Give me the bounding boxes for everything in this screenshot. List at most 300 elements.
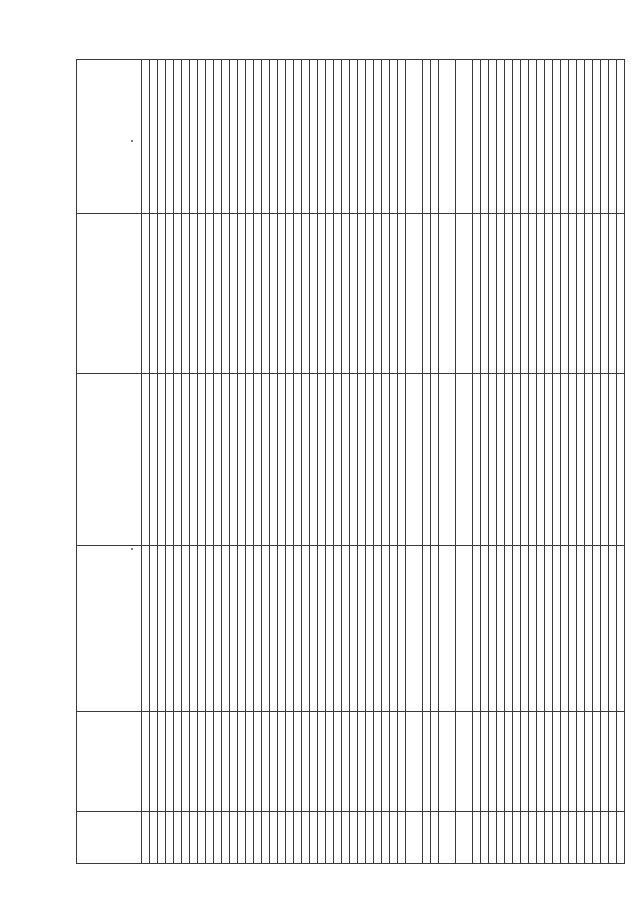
cell-federal-subject (473, 712, 481, 812)
table-row (505, 60, 513, 864)
table-row (190, 60, 198, 864)
cell-access-point-info (593, 60, 601, 214)
cell-settlement (617, 374, 625, 546)
cell-access-point-info (246, 60, 254, 214)
header-settlement (77, 374, 142, 546)
cell-number (537, 812, 545, 864)
cell-settlement (439, 374, 456, 546)
table-row (230, 60, 238, 864)
cell-settlement (521, 374, 529, 546)
cell-locality (190, 214, 198, 374)
cell-federal-subject (198, 712, 206, 812)
cell-number (142, 812, 150, 864)
cell-access-point-info (358, 60, 366, 214)
cell-locality (497, 214, 505, 374)
cell-municipal-district (513, 546, 521, 712)
table-row (214, 60, 222, 864)
cell-access-point-info (537, 60, 545, 214)
cell-locality (206, 214, 214, 374)
table-row (406, 60, 423, 864)
cell-number (374, 812, 382, 864)
table-row (294, 60, 302, 864)
table-row (270, 60, 278, 864)
table-row (198, 60, 206, 864)
cell-locality (553, 214, 561, 374)
cell-locality (585, 214, 593, 374)
cell-municipal-district (142, 546, 150, 712)
cell-municipal-district (382, 546, 390, 712)
cell-number (529, 812, 537, 864)
cell-settlement (334, 374, 342, 546)
cell-locality (431, 214, 439, 374)
cell-municipal-district (569, 546, 577, 712)
cell-settlement (390, 374, 398, 546)
cell-settlement (166, 374, 174, 546)
cell-federal-subject (406, 712, 423, 812)
cell-municipal-district (358, 546, 366, 712)
cell-locality (342, 214, 350, 374)
cell-federal-subject (254, 712, 262, 812)
table-row (158, 60, 166, 864)
table-row (142, 60, 150, 864)
cell-locality (569, 214, 577, 374)
cell-number (270, 812, 278, 864)
cell-federal-subject (382, 712, 390, 812)
cell-locality (182, 214, 190, 374)
cell-federal-subject (593, 712, 601, 812)
cell-number (553, 812, 561, 864)
cell-access-point-info (489, 60, 497, 214)
cell-number (505, 812, 513, 864)
cell-municipal-district (537, 546, 545, 712)
table-row (342, 60, 350, 864)
cell-locality (382, 214, 390, 374)
table-row (601, 60, 609, 864)
cell-number (198, 812, 206, 864)
cell-number (206, 812, 214, 864)
header-number (77, 812, 142, 864)
cell-locality (593, 214, 601, 374)
table-row (166, 60, 174, 864)
cell-locality (262, 214, 270, 374)
header-locality (77, 214, 142, 374)
cell-number (398, 812, 406, 864)
cell-access-point-info (481, 60, 489, 214)
cell-locality (150, 214, 158, 374)
cell-municipal-district (561, 546, 569, 712)
cell-federal-subject (190, 712, 198, 812)
cell-municipal-district (585, 546, 593, 712)
cell-settlement (158, 374, 166, 546)
cell-settlement (497, 374, 505, 546)
cell-number (326, 812, 334, 864)
cell-municipal-district (302, 546, 310, 712)
cell-number (481, 812, 489, 864)
cell-settlement (366, 374, 374, 546)
table-row (513, 60, 521, 864)
cell-settlement (254, 374, 262, 546)
cell-municipal-district (166, 546, 174, 712)
table-row (278, 60, 286, 864)
cell-access-point-info (609, 60, 617, 214)
cell-access-point-info (318, 60, 326, 214)
cell-access-point-info (294, 60, 302, 214)
cell-federal-subject (505, 712, 513, 812)
cell-access-point-info (158, 60, 166, 214)
cell-federal-subject (166, 712, 174, 812)
cell-federal-subject (318, 712, 326, 812)
cell-access-point-info (334, 60, 342, 214)
cell-settlement (286, 374, 294, 546)
cell-settlement (302, 374, 310, 546)
cell-locality (166, 214, 174, 374)
cell-settlement (374, 374, 382, 546)
cell-number (310, 812, 318, 864)
cell-federal-subject (302, 712, 310, 812)
cell-access-point-info (439, 60, 456, 214)
cell-access-point-info (286, 60, 294, 214)
cell-locality (473, 214, 481, 374)
table-row (262, 60, 270, 864)
cell-number (545, 812, 553, 864)
cell-federal-subject (230, 712, 238, 812)
table-row (553, 60, 561, 864)
cell-federal-subject (334, 712, 342, 812)
cell-federal-subject (521, 712, 529, 812)
rotated-table-frame (76, 60, 566, 864)
cell-locality (481, 214, 489, 374)
cell-locality (238, 214, 246, 374)
cell-access-point-info (366, 60, 374, 214)
cell-access-point-info (262, 60, 270, 214)
cell-federal-subject (142, 712, 150, 812)
table-row (174, 60, 182, 864)
cell-municipal-district (545, 546, 553, 712)
cell-locality (537, 214, 545, 374)
cell-locality (601, 214, 609, 374)
cell-locality (174, 214, 182, 374)
table-row (366, 60, 374, 864)
cell-access-point-info (278, 60, 286, 214)
table-row (521, 60, 529, 864)
cell-federal-subject (513, 712, 521, 812)
cell-federal-subject (150, 712, 158, 812)
cell-access-point-info (214, 60, 222, 214)
cell-number (489, 812, 497, 864)
cell-federal-subject (270, 712, 278, 812)
table-row (254, 60, 262, 864)
cell-settlement (423, 374, 431, 546)
cell-federal-subject (529, 712, 537, 812)
cell-access-point-info (174, 60, 182, 214)
cell-locality (142, 214, 150, 374)
table-row (585, 60, 593, 864)
cell-federal-subject (423, 712, 431, 812)
cell-federal-subject (617, 712, 625, 812)
cell-settlement (262, 374, 270, 546)
cell-number (334, 812, 342, 864)
table-row (334, 60, 342, 864)
cell-municipal-district (262, 546, 270, 712)
cell-number (593, 812, 601, 864)
table-row (593, 60, 601, 864)
cell-number (246, 812, 254, 864)
cell-settlement (481, 374, 489, 546)
cell-access-point-info (553, 60, 561, 214)
cell-access-point-info (617, 60, 625, 214)
cell-municipal-district (334, 546, 342, 712)
table-row (431, 60, 439, 864)
table-row (577, 60, 585, 864)
cell-access-point-info (230, 60, 238, 214)
cell-locality (278, 214, 286, 374)
cell-settlement (214, 374, 222, 546)
table-row (310, 60, 318, 864)
table-row (497, 60, 505, 864)
cell-settlement (537, 374, 545, 546)
cell-municipal-district (182, 546, 190, 712)
cell-settlement (150, 374, 158, 546)
cell-locality (286, 214, 294, 374)
cell-settlement (174, 374, 182, 546)
cell-access-point-info (198, 60, 206, 214)
cell-number (158, 812, 166, 864)
settlements-table (76, 59, 625, 864)
cell-number (601, 812, 609, 864)
table-row (398, 60, 406, 864)
cell-locality (545, 214, 553, 374)
cell-access-point-info (398, 60, 406, 214)
cell-number (521, 812, 529, 864)
cell-municipal-district (497, 546, 505, 712)
cell-federal-subject (374, 712, 382, 812)
cell-access-point-info (190, 60, 198, 214)
cell-federal-subject (398, 712, 406, 812)
cell-locality (230, 214, 238, 374)
cell-access-point-info (350, 60, 358, 214)
cell-number (423, 812, 431, 864)
cell-locality (406, 214, 423, 374)
cell-settlement (270, 374, 278, 546)
cell-access-point-info (166, 60, 174, 214)
cell-locality (366, 214, 374, 374)
cell-locality (390, 214, 398, 374)
cell-access-point-info (382, 60, 390, 214)
cell-municipal-district (222, 546, 230, 712)
cell-federal-subject (609, 712, 617, 812)
cell-settlement (358, 374, 366, 546)
cell-federal-subject (214, 712, 222, 812)
table-body (142, 60, 625, 864)
cell-access-point-info (521, 60, 529, 214)
cell-settlement (553, 374, 561, 546)
cell-locality (158, 214, 166, 374)
cell-settlement (561, 374, 569, 546)
cell-municipal-district (505, 546, 513, 712)
cell-federal-subject (358, 712, 366, 812)
table-row (609, 60, 617, 864)
cell-access-point-info (601, 60, 609, 214)
table-row (529, 60, 537, 864)
cell-federal-subject (326, 712, 334, 812)
table-row (390, 60, 398, 864)
cell-federal-subject (158, 712, 166, 812)
cell-access-point-info (206, 60, 214, 214)
cell-federal-subject (431, 712, 439, 812)
cell-municipal-district (230, 546, 238, 712)
cell-municipal-district (481, 546, 489, 712)
cell-settlement (278, 374, 286, 546)
cell-settlement (398, 374, 406, 546)
cell-access-point-info (302, 60, 310, 214)
cell-number (350, 812, 358, 864)
cell-settlement (529, 374, 537, 546)
cell-access-point-info (431, 60, 439, 214)
cell-number (262, 812, 270, 864)
cell-locality (222, 214, 230, 374)
cell-number (406, 812, 423, 864)
cell-settlement (230, 374, 238, 546)
cell-number (150, 812, 158, 864)
cell-number (366, 812, 374, 864)
cell-municipal-district (473, 546, 481, 712)
cell-access-point-info (310, 60, 318, 214)
cell-access-point-info (473, 60, 481, 214)
cell-access-point-info (150, 60, 158, 214)
cell-settlement (593, 374, 601, 546)
cell-access-point-info (270, 60, 278, 214)
cell-federal-subject (489, 712, 497, 812)
cell-access-point-info (142, 60, 150, 214)
cell-locality (334, 214, 342, 374)
cell-federal-subject (294, 712, 302, 812)
cell-municipal-district (577, 546, 585, 712)
table-row (439, 60, 456, 864)
cell-municipal-district (366, 546, 374, 712)
cell-access-point-info (585, 60, 593, 214)
cell-settlement (182, 374, 190, 546)
cell-municipal-district (286, 546, 294, 712)
cell-number (278, 812, 286, 864)
cell-settlement (206, 374, 214, 546)
cell-settlement (318, 374, 326, 546)
cell-federal-subject (366, 712, 374, 812)
cell-federal-subject (497, 712, 505, 812)
cell-settlement (431, 374, 439, 546)
cell-locality (423, 214, 431, 374)
cell-municipal-district (601, 546, 609, 712)
table-row (286, 60, 294, 864)
cell-number (286, 812, 294, 864)
cell-number (473, 812, 481, 864)
cell-access-point-info (374, 60, 382, 214)
cell-municipal-district (206, 546, 214, 712)
cell-municipal-district (150, 546, 158, 712)
cell-number (222, 812, 230, 864)
cell-locality (521, 214, 529, 374)
cell-locality (489, 214, 497, 374)
cell-number (390, 812, 398, 864)
cell-settlement (585, 374, 593, 546)
cell-settlement (294, 374, 302, 546)
cell-federal-subject (537, 712, 545, 812)
cell-access-point-info (423, 60, 431, 214)
cell-locality (505, 214, 513, 374)
cell-number (190, 812, 198, 864)
cell-locality (456, 214, 473, 374)
header-municipal-district (77, 546, 142, 712)
cell-settlement (198, 374, 206, 546)
cell-federal-subject (553, 712, 561, 812)
cell-federal-subject (569, 712, 577, 812)
cell-access-point-info (456, 60, 473, 214)
cell-municipal-district (406, 546, 423, 712)
cell-locality (198, 214, 206, 374)
cell-federal-subject (238, 712, 246, 812)
cell-number (513, 812, 521, 864)
cell-settlement (222, 374, 230, 546)
cell-access-point-info (342, 60, 350, 214)
table-row (545, 60, 553, 864)
cell-municipal-district (270, 546, 278, 712)
cell-federal-subject (456, 712, 473, 812)
cell-municipal-district (390, 546, 398, 712)
cell-settlement (142, 374, 150, 546)
cell-settlement (190, 374, 198, 546)
cell-access-point-info (182, 60, 190, 214)
cell-municipal-district (310, 546, 318, 712)
table-row (318, 60, 326, 864)
cell-federal-subject (206, 712, 214, 812)
table-row (182, 60, 190, 864)
cell-locality (609, 214, 617, 374)
cell-municipal-district (350, 546, 358, 712)
cell-federal-subject (262, 712, 270, 812)
cell-municipal-district (278, 546, 286, 712)
cell-municipal-district (489, 546, 497, 712)
cell-settlement (489, 374, 497, 546)
cell-access-point-info (577, 60, 585, 214)
cell-municipal-district (553, 546, 561, 712)
cell-federal-subject (481, 712, 489, 812)
table-row (246, 60, 254, 864)
cell-settlement (545, 374, 553, 546)
cell-settlement (382, 374, 390, 546)
cell-number (617, 812, 625, 864)
cell-settlement (310, 374, 318, 546)
table-row (374, 60, 382, 864)
cell-number (174, 812, 182, 864)
cell-municipal-district (174, 546, 182, 712)
cell-settlement (569, 374, 577, 546)
cell-number (294, 812, 302, 864)
cell-locality (246, 214, 254, 374)
cell-federal-subject (222, 712, 230, 812)
table-row (302, 60, 310, 864)
cell-municipal-district (439, 546, 456, 712)
cell-federal-subject (246, 712, 254, 812)
cell-federal-subject (439, 712, 456, 812)
cell-settlement (246, 374, 254, 546)
cell-federal-subject (585, 712, 593, 812)
cell-settlement (238, 374, 246, 546)
cell-municipal-district (609, 546, 617, 712)
table-row (423, 60, 431, 864)
cell-access-point-info (254, 60, 262, 214)
cell-municipal-district (214, 546, 222, 712)
cell-access-point-info (561, 60, 569, 214)
cell-municipal-district (294, 546, 302, 712)
